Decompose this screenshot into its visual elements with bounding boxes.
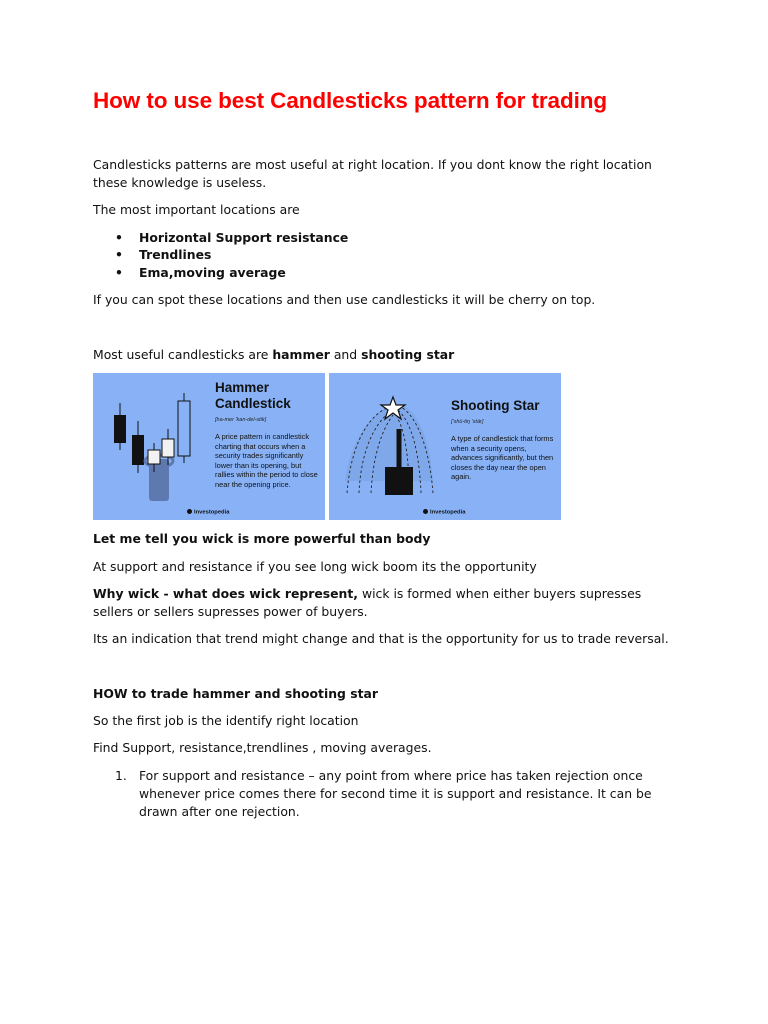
list-item-text: Trendlines (139, 247, 212, 262)
shooting-star-term: shooting star (361, 347, 455, 362)
wick-heading: Let me tell you wick is more powerful than body (93, 531, 431, 546)
shooting-star-card-brand (423, 509, 465, 516)
bullet-icon: • (115, 265, 123, 280)
hammer-card-brand-text: Investopedia (194, 509, 230, 516)
investopedia-logo-icon (187, 509, 192, 514)
useful-and: and (329, 347, 362, 362)
bullet-icon: • (115, 247, 123, 262)
hammer-term: hammer (272, 347, 330, 362)
hammer-card-title-line2: Candlestick (215, 396, 291, 411)
useful-candlesticks-paragraph (93, 346, 454, 364)
bullet-icon: • (115, 230, 123, 245)
first-job-paragraph: So the first job is the identify right location (93, 713, 359, 728)
indication-paragraph: Its an indication that trend might change and that is the opportunity for us to trade reversal. (93, 631, 669, 646)
shooting-star-card-title: Shooting Star (451, 398, 540, 413)
useful-prefix: Most useful candlesticks are (93, 347, 273, 362)
shooting-star-image (329, 373, 561, 520)
locations-intro: The most important locations are (93, 202, 300, 217)
support-paragraph: At support and resistance if you see long wick boom its the opportunity (93, 559, 537, 574)
investopedia-logo-icon (423, 509, 428, 514)
why-wick-bold: Why wick - what does wick represent, (93, 586, 358, 601)
hammer-card-phonetic: [ha-mer 'kan-del-stik] (215, 417, 267, 423)
shooting-star-card-brand-text: Investopedia (430, 509, 466, 516)
list-number: 1. (115, 768, 127, 783)
hammer-card-title (215, 380, 291, 412)
list-item-text: Horizontal Support resistance (139, 230, 349, 245)
how-heading: HOW to trade hammer and shooting star (93, 686, 378, 701)
cherry-paragraph: If you can spot these locations and then use candlesticks it will be cherry on top. (93, 292, 596, 307)
why-wick-rest: wick is formed when either buyers supresses sellers or sellers supresses power of buyers. (93, 586, 642, 619)
find-paragraph: Find Support, resistance,trendlines , moving averages. (93, 740, 432, 755)
page-title: How to use best Candlesticks pattern for trading (93, 88, 608, 113)
hammer-card-title-line1: Hammer (215, 380, 270, 395)
list-item-text: Ema,moving average (139, 265, 286, 280)
hammer-card-brand (187, 509, 229, 516)
why-wick-paragraph (93, 585, 683, 621)
shooting-star-card-description: A type of candlestick that forms when a security opens, advances significantly, but then closes the day near the open again. (451, 434, 554, 482)
shooting-star-card-phonetic: ['shü-tiŋ 'stär] (451, 419, 484, 425)
hammer-candlestick-image (93, 373, 325, 520)
list-item-text: For support and resistance – any point from where price has taken rejection once whenever price comes there for second time it is support and resistance. It can be drawn after one rejection. (139, 768, 652, 819)
hammer-card-description: A price pattern in candlestick charting that occurs when a security trades significantly lower than its opening, but rallies within the period to close near the opening price. (215, 432, 318, 489)
intro-paragraph: Candlesticks patterns are most useful at right location. If you dont know the right location these knowledge is useless. (93, 157, 652, 190)
